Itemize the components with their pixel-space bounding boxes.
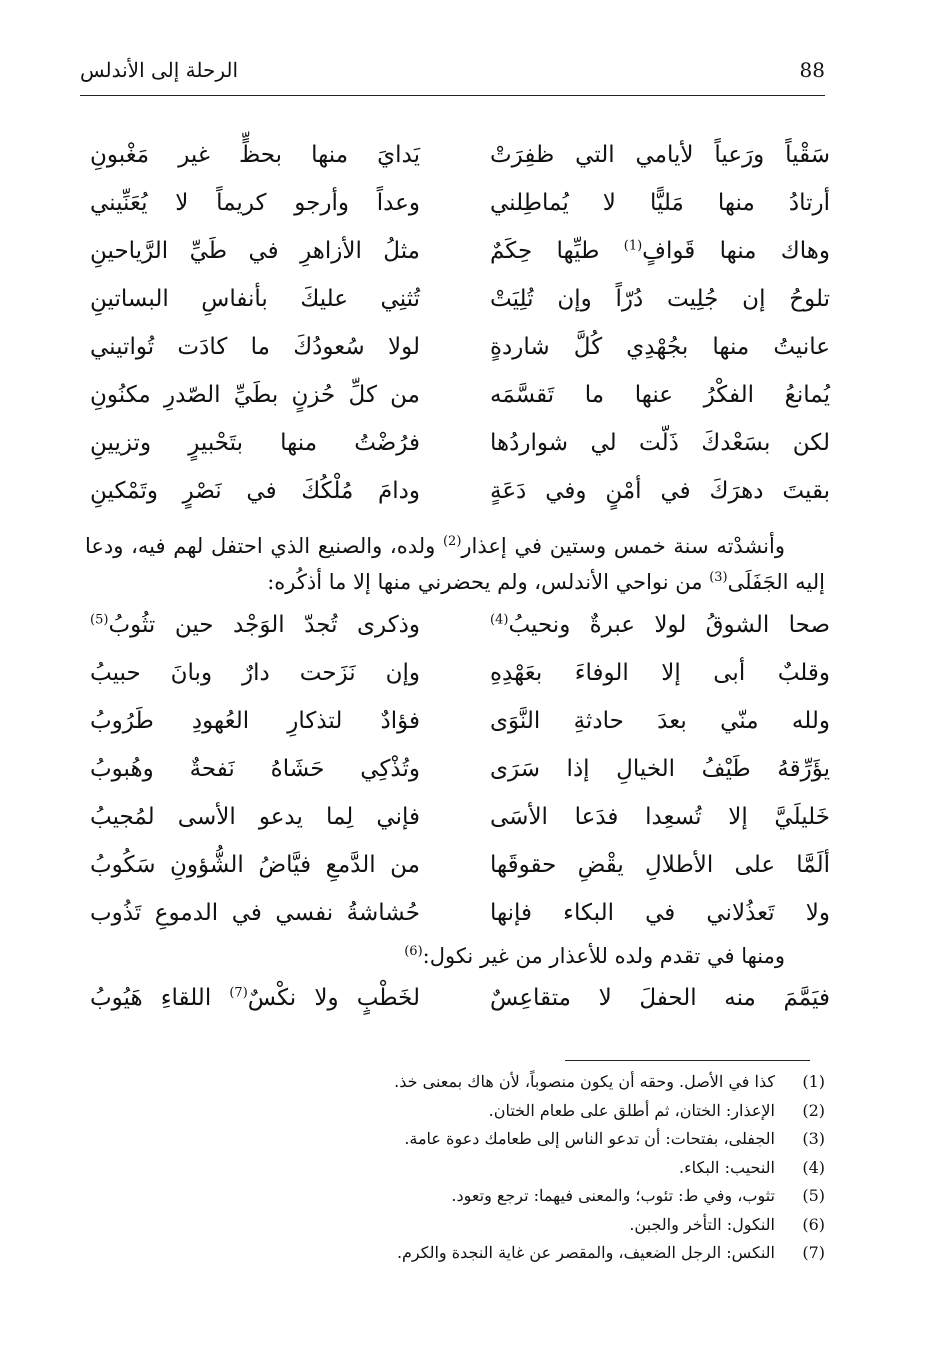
prose-paragraph [85,528,825,600]
verse-second-hemistich: فؤادٌ لتذكارِ العُهودِ طَرُوبُ [90,708,420,734]
prose-text: ومنها في تقدم ولده للأعذار من غير نكول: [422,944,785,968]
verse-first-hemistich: أرتادُ منها مَليًّا لا يُماطِلني [490,190,830,216]
verse-first-hemistich: بقيتَ دهرَكَ في أمْنٍ وفي دَعَةٍ [490,478,830,504]
footnote [125,1239,825,1268]
footnote [125,1125,825,1154]
verse-second-hemistich: وعداً وأرجو كريماً لا يُعَنِّيني [90,190,420,216]
footnote [125,1068,825,1097]
footnote-ref: (6) [404,944,423,959]
footnote-text: الجفلى، بفتحات: أن تدعو الناس إلى طعامك دعوة عامة. [404,1129,775,1148]
verse [80,327,830,367]
hemistich-text: وذكرى تُجدّ الوَجْد حين تثُوبُ [108,612,420,638]
header-rule [80,95,825,96]
verse-first-hemistich [490,605,830,645]
verse-first-hemistich: سَقْياً ورَعياً لأيامي التي ظفِرَتْ [490,142,830,168]
verse-first-hemistich: تلوحُ إن جُلِيت دُرّاً وإن تُلِيَتْ [490,286,830,312]
verse [80,135,830,175]
verse-second-hemistich: من كلِّ حُزنٍ بطَيِّ الصّدرِ مكنُونِ [90,382,420,408]
footnote-ref: (3) [709,570,728,585]
footnote [125,1097,825,1126]
verse-second-hemistich: من الدَّمعِ فيَّاضُ الشُّؤونِ سَكُوبُ [90,852,420,878]
verse [80,423,830,463]
footnote [125,1182,825,1211]
footnote-number: (3) [802,1129,825,1148]
verse [80,279,830,319]
prose-text: من نواحي الأندلس، ولم يحضرني منها إلا ما أذكُره: [267,570,710,594]
verse-second-hemistich: لولا سُعودُكَ ما كادَت تُواتيني [90,334,420,360]
verse [80,375,830,415]
paragraph-text [85,938,825,974]
prose-paragraph [85,938,825,974]
footnote-ref: (1) [623,238,643,254]
footnote-number: (6) [802,1214,825,1234]
verse-first-hemistich: خَليلَيَّ إلا تُسعِدا فدَعا الأسَى [490,804,830,830]
verse-second-hemistich: وتُذْكِي حَشَاهُ نَفحةٌ وهُبوبُ [90,756,420,782]
verse [80,893,830,933]
page-number: 88 [799,58,825,82]
footnote-ref: (5) [90,612,109,628]
verse [80,797,830,837]
running-title: الرحلة إلى الأندلس [80,58,239,82]
verse [80,701,830,741]
verse-first-hemistich [490,231,830,271]
footnote-rule [565,1060,810,1061]
footnote-text: النكس: الرجل الضعيف، والمقصر عن غاية النجدة والكرم. [396,1243,775,1262]
verse-first-hemistich: ألَمَّا على الأطلالِ يقْضِ حقوقَها [490,852,830,878]
verse [80,978,830,1018]
verse [80,605,830,645]
verse-first-hemistich: يُمانعُ الفكْرُ عنها ما تَقسَّمَه [490,382,830,408]
verse-second-hemistich [90,605,420,645]
verse [80,653,830,693]
footnote-text: النحيب: البكاء. [679,1157,775,1177]
verse-first-hemistich: ولله منّي بعدَ حادثةِ النَّوَى [490,708,830,734]
footnote-text: تثوب، وفي ط: تئوب؛ والمعنى فيهما: ترجع وتعود. [451,1186,775,1205]
paragraph-text [85,528,825,600]
verse [80,471,830,511]
verse-second-hemistich: وإن نَزَحت دارٌ وبانَ حبيبُ [90,660,420,686]
footnote-text: الإعذار: الختان، ثم أطلق على طعام الختان. [488,1100,775,1120]
verse [80,845,830,885]
page-header [80,58,825,88]
hemistich-text: اللقاءِ هَيُوبُ [90,985,230,1011]
footnote-number: (7) [802,1243,825,1262]
verse [80,183,830,223]
footnote-number: (1) [802,1072,825,1091]
verse [80,231,830,271]
footnote-ref: (2) [442,534,462,549]
footnote-number: (2) [802,1100,825,1120]
footnote [125,1154,825,1183]
footnote-number: (5) [802,1186,825,1205]
footnote-number: (4) [802,1157,825,1177]
footnotes [125,1068,825,1268]
verse-first-hemistich: فيَمَّمَ منه الحفلَ لا متقاعِسٌ [490,985,830,1011]
verse-first-hemistich: يؤَرِّقهُ طَيْفُ الخيالِ إذا سَرَى [490,756,830,782]
verse-first-hemistich: ولا تَعذُلاني في البكاء فإنها [490,900,830,926]
verse-first-hemistich: عانيتُ منها بجُهْدِي كُلَّ شاردةٍ [490,334,830,360]
footnote-ref: (7) [229,985,248,1001]
verse-second-hemistich: تُثنِي عليكَ بأنفاسِ البساتينِ [90,286,420,312]
verse-second-hemistich: مثلُ الأزاهرِ في طَيِّ الرَّياحينِ [90,238,420,264]
footnote-ref: (4) [490,612,509,628]
footnote-text: النكول: التأخر والجبن. [629,1214,775,1234]
verse-second-hemistich: ودامَ مُلْكُكَ في نَصْرٍ وتَمْكينِ [90,478,420,504]
hemistich-text: وهاك منها قَوافٍ [642,238,830,264]
hemistich-text: طيِّها حِكَمٌ [490,238,624,264]
prose-text: وأنشدْته سنة خمس وستين في إعذار [461,534,785,558]
verse-second-hemistich: حُشاشةُ نفسي في الدموعِ تَذُوب [90,900,420,926]
verse-second-hemistich: فرُضْتُ منها بتَحْبيرٍ وتزيينِ [90,430,420,456]
hemistich-text: صحا الشوقُ لولا عبرةٌ ونحيبُ [508,612,830,638]
footnote-text: كذا في الأصل. وحقه أن يكون منصوباً، لأن هاك بمعنى خذ. [394,1072,775,1091]
verse-first-hemistich: وقلبٌ أبى إلا الوفاءَ بعَهْدِهِ [490,660,830,686]
verse-first-hemistich: لكن بسَعْدكَ ذَلّت لي شواردُها [490,430,830,456]
footnote [125,1211,825,1240]
verse-second-hemistich [90,978,420,1018]
verse-second-hemistich: فإني لِما يدعو الأسى لمُجيبُ [90,804,420,830]
verse [80,749,830,789]
verse-second-hemistich: يَدايَ منها بحظٍّ غير مَغْبونِ [90,142,420,168]
hemistich-text: لخَطْبٍ ولا نكْسٌ [247,985,420,1011]
prose-text: ولده، والصنيع الذي احتفل لهم فيه، ودعا إليه الجَفَلَى [85,534,825,594]
